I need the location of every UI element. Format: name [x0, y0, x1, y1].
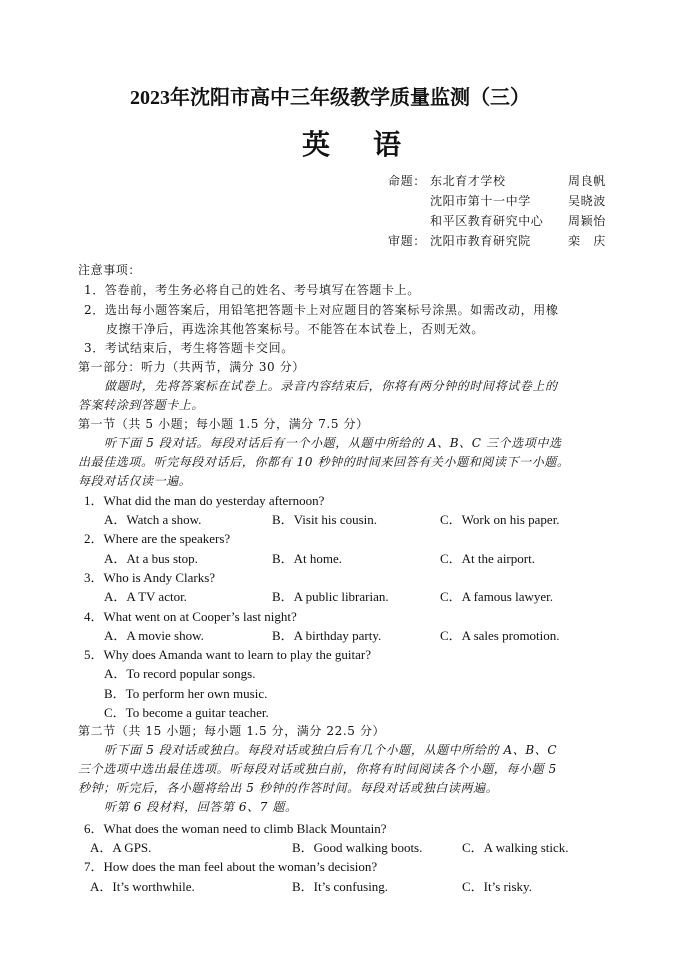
question-stem: 2．Where are the speakers? [84, 531, 231, 546]
reviewer-name: 栾 庆 [568, 234, 606, 248]
note-item: 1．答卷前，考生务必将自己的姓名、考号填写在答题卡上。 [84, 283, 420, 297]
option-a: A．Watch a show. [104, 512, 202, 527]
option-c: C．A walking stick. [462, 840, 569, 855]
note-item: 3．考试结束后，考生将答题卡交回。 [84, 341, 294, 355]
option-b: B．It’s confusing. [292, 879, 389, 894]
section2-heading: 第二节（共 15 小题；每小题 1.5 分，满分 22.5 分） [78, 724, 386, 738]
question-stem: 1．What did the man do yesterday afternoon? [84, 493, 325, 508]
note-item: 皮擦干净后，再选涂其他答案标号。不能答在本试卷上，否则无效。 [106, 322, 485, 336]
option-b: B．Good walking boots. [292, 840, 423, 855]
author-org: 沈阳市第十一中学 [430, 194, 531, 208]
option-a: A．A TV actor. [104, 589, 187, 604]
question-stem: 7．How does the man feel about the woman’s decision? [84, 859, 378, 874]
option-c: C．A famous lawyer. [440, 589, 554, 604]
section2-intro-line: 三个选项中选出最佳选项。听每段对话或独白前，你将有时间阅读各个小题，每小题 5 [78, 762, 557, 776]
part1-intro-line: 做题时，先将答案标在试卷上。录音内容结束后，你将有两分钟的时间将试卷上的 [104, 379, 558, 393]
option-c: C．Work on his paper. [440, 512, 560, 527]
section1-intro-line: 听下面 5 段对话。每段对话后有一个小题，从题中所给的 A、B、C 三个选项中选 [104, 436, 562, 450]
option-a: A．At a bus stop. [104, 551, 198, 566]
author-name: 周颖怡 [568, 214, 606, 228]
notes-heading: 注意事项： [78, 263, 142, 277]
section2-intro-line: 秒钟；听完后，各小题将给出 5 秒钟的作答时间。每段对话或独白读两遍。 [78, 781, 499, 795]
option-b: B．Visit his cousin. [272, 512, 378, 527]
author-name: 吴晓波 [568, 194, 606, 208]
option-c: C．To become a guitar teacher. [104, 705, 269, 720]
question-stem: 3．Who is Andy Clarks? [84, 570, 216, 585]
note-item: 2．选出每小题答案后，用铅笔把答题卡上对应题目的答案标号涂黑。如需改动，用橡 [84, 303, 559, 317]
question-stem: 4．What went on at Cooper’s last night? [84, 609, 297, 624]
question-stem: 5．Why does Amanda want to learn to play the guitar? [84, 647, 372, 662]
section1-intro-line: 出最佳选项。听完每段对话后，你都有 10 秒钟的时间来回答有关小题和阅读下一小题。 [78, 455, 570, 469]
option-a: A．It’s worthwhile. [90, 879, 195, 894]
author-name: 周良帆 [568, 174, 606, 188]
option-c: C．At the airport. [440, 551, 535, 566]
option-a: A．A GPS. [90, 840, 152, 855]
option-b: B．A public librarian. [272, 589, 389, 604]
subject-title: 英 语 [302, 130, 420, 161]
part1-heading: 第一部分：听力（共两节，满分 30 分） [78, 360, 305, 374]
section2-material: 听第 6 段材料，回答第 6、7 题。 [104, 800, 298, 814]
option-a: A．A movie show. [104, 628, 204, 643]
author-org: 东北育才学校 [430, 174, 506, 188]
option-c: C．A sales promotion. [440, 628, 560, 643]
option-b: B．At home. [272, 551, 343, 566]
section1-heading: 第一节（共 5 小题；每小题 1.5 分，满分 7.5 分） [78, 417, 369, 431]
reviewer-org: 沈阳市教育研究院 [430, 234, 531, 248]
section1-intro-line: 每段对话仅读一遍。 [78, 474, 192, 488]
question-stem: 6．What does the woman need to climb Black Mountain? [84, 821, 387, 836]
option-c: C．It’s risky. [462, 879, 532, 894]
option-a: A．To record popular songs. [104, 666, 256, 681]
part1-intro-line: 答案转涂到答题卡上。 [78, 398, 205, 412]
proposer-label: 命题： [388, 174, 426, 188]
section2-intro-line: 听下面 5 段对话或独白。每段对话或独白后有几个小题，从题中所给的 A、B、C [104, 743, 558, 757]
author-org: 和平区教育研究中心 [430, 214, 544, 228]
option-b: B．A birthday party. [272, 628, 382, 643]
option-b: B．To perform her own music. [104, 686, 268, 701]
exam-title: 2023年沈阳市高中三年级教学质量监测（三） [130, 87, 530, 109]
reviewer-label: 审题： [388, 234, 426, 248]
